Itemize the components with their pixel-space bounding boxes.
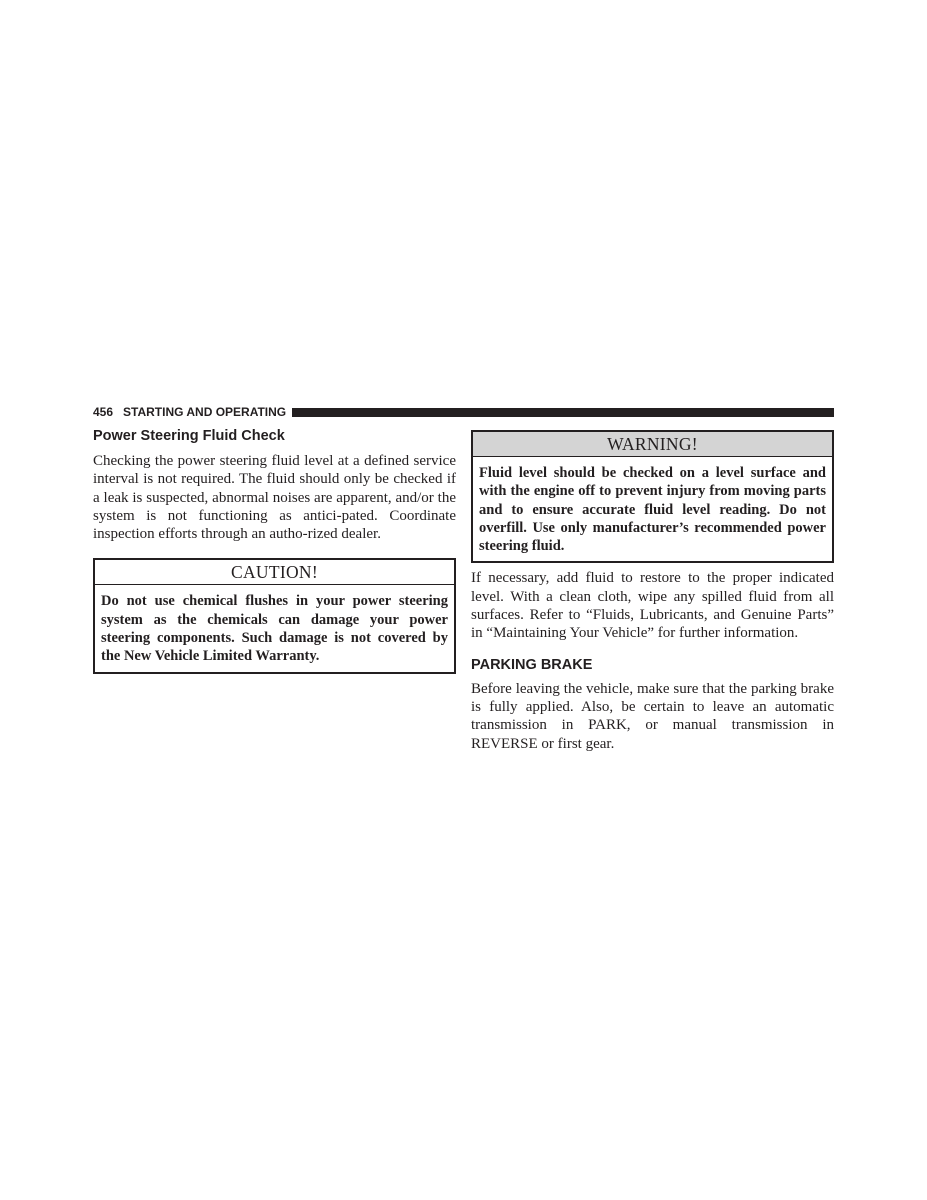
- left-column: [93, 426, 456, 674]
- caution-title: CAUTION!: [95, 560, 454, 585]
- page-header: [93, 405, 834, 419]
- caution-text: Do not use chemical flushes in your power steering system as the chemicals can damage your power steering components. Such damage is not covered by the New Vehicle Limited Warranty.: [101, 593, 448, 665]
- page-number: 456: [93, 405, 114, 419]
- parking-brake-paragraph: Before leaving the vehicle, make sure that the parking brake is fully applied. Also, be certain to leave an automatic transmission in PARK, or manual transmission in REVERSE or first gear.: [471, 680, 834, 752]
- power-steering-paragraph: Checking the power steering fluid level at a defined service interval is not required. The fluid should only be checked if a leak is suspected, abnormal noises are apparent, and/or the system is not functioning as antici-pated. Coordinate inspection efforts through an autho-rized dealer.: [93, 453, 456, 543]
- section-title: STARTING AND OPERATING: [123, 405, 287, 419]
- header-rule: [292, 408, 834, 417]
- fluid-paragraph: If necessary, add fluid to restore to the proper indicated level. With a clean cloth, wipe any spilled fluid from all surfaces. Refer to “Fluids, Lubricants, and Genuine Parts” in “Maintaining Your Vehicle” for further information.: [471, 570, 834, 642]
- caution-box: [93, 558, 456, 673]
- right-column: [471, 430, 834, 753]
- power-steering-heading: Power Steering Fluid Check: [93, 428, 285, 444]
- parking-brake-heading: PARKING BRAKE: [471, 656, 593, 673]
- warning-box: [471, 430, 834, 563]
- warning-text: Fluid level should be checked on a level surface and with the engine off to prevent injury from moving parts and to ensure accurate fluid level reading. Do not overfill. Use only manufacturer’s recommended power steering fluid.: [479, 465, 826, 555]
- warning-title: WARNING!: [473, 432, 832, 457]
